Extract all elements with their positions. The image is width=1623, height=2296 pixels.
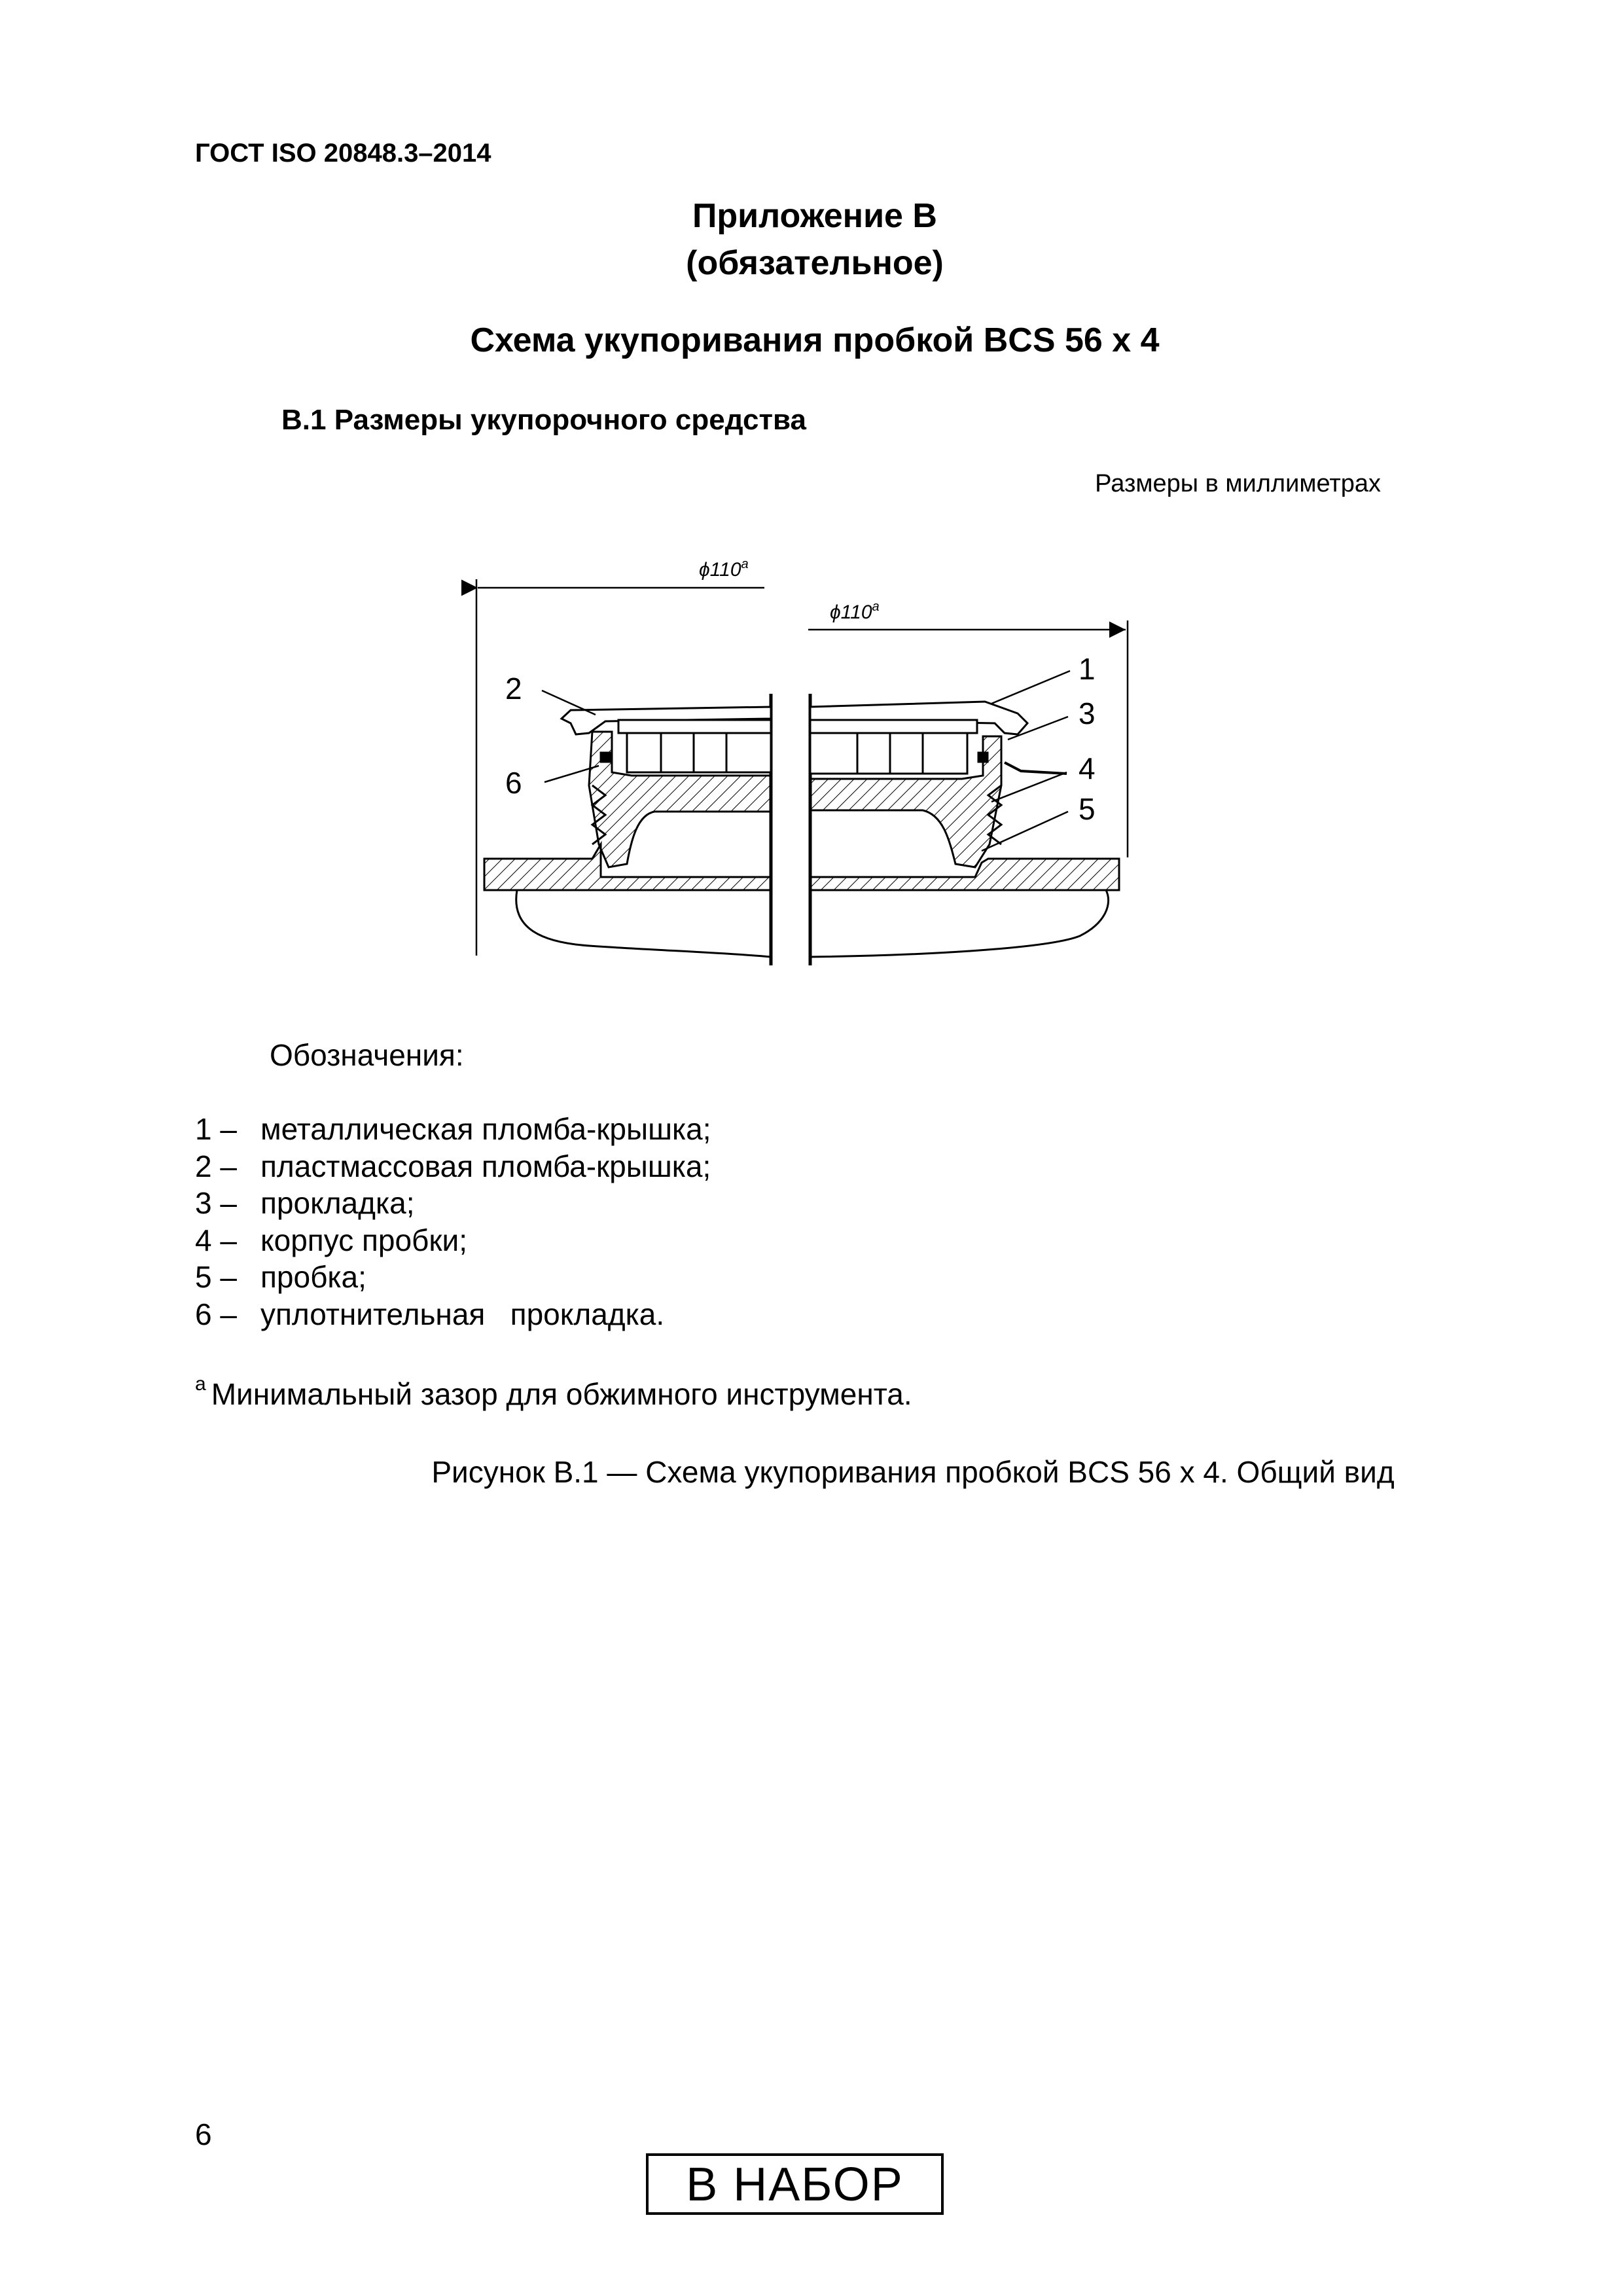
dimension-right-label: ϕ110$^a$: [830, 600, 880, 623]
standard-code: ГОСТ ISO 20848.3–2014: [195, 139, 491, 168]
callout-1: 1: [1079, 652, 1096, 686]
dimension-left-label: ϕ110$^a$: [699, 557, 749, 581]
legend-item: 3 – прокладка;: [195, 1186, 415, 1220]
legend-item: 1 – металлическая пломба-крышка;: [195, 1112, 711, 1146]
annex-title: Приложение В: [692, 197, 937, 235]
legend-item: 5 – пробка;: [195, 1260, 366, 1294]
left-half: [484, 707, 771, 957]
figure-caption: Рисунок В.1 — Схема укупоривания пробкой BCS 56 х 4. Общий вид: [431, 1455, 1395, 1489]
footnote-mark: a: [195, 1373, 206, 1395]
dimension-lines: [476, 579, 1128, 956]
annex-status: (обязательное): [686, 244, 944, 282]
page-number: 6: [195, 2117, 212, 2151]
legend-item: 6 – уплотнительная прокладка.: [195, 1297, 665, 1331]
callout-6: 6: [505, 766, 522, 800]
section-heading: В.1 Размеры укупорочного средства: [281, 404, 806, 436]
units-note: Размеры в миллиметрах: [1095, 470, 1381, 497]
callout-2: 2: [505, 672, 522, 706]
callout-4: 4: [1079, 751, 1096, 785]
legend-list: [195, 1111, 711, 1333]
annex-heading: Схема укупоривания пробкой BCS 56 х 4: [470, 321, 1160, 359]
footnote: $^a$ Минимальный зазор для обжимного инструмента.: [195, 1373, 912, 1411]
stamp-box: В НАБОР: [646, 2153, 944, 2215]
legend-item: 4 – корпус пробки;: [195, 1223, 468, 1257]
legend-item: 2 – пластмассовая пломба-крышка;: [195, 1149, 711, 1183]
callout-5: 5: [1079, 792, 1096, 826]
callout-3: 3: [1079, 696, 1096, 730]
right-half: [810, 702, 1119, 957]
legend-title: Обозначения:: [270, 1038, 464, 1072]
closure-drawing: [458, 537, 1152, 975]
break-lines: [771, 694, 810, 965]
